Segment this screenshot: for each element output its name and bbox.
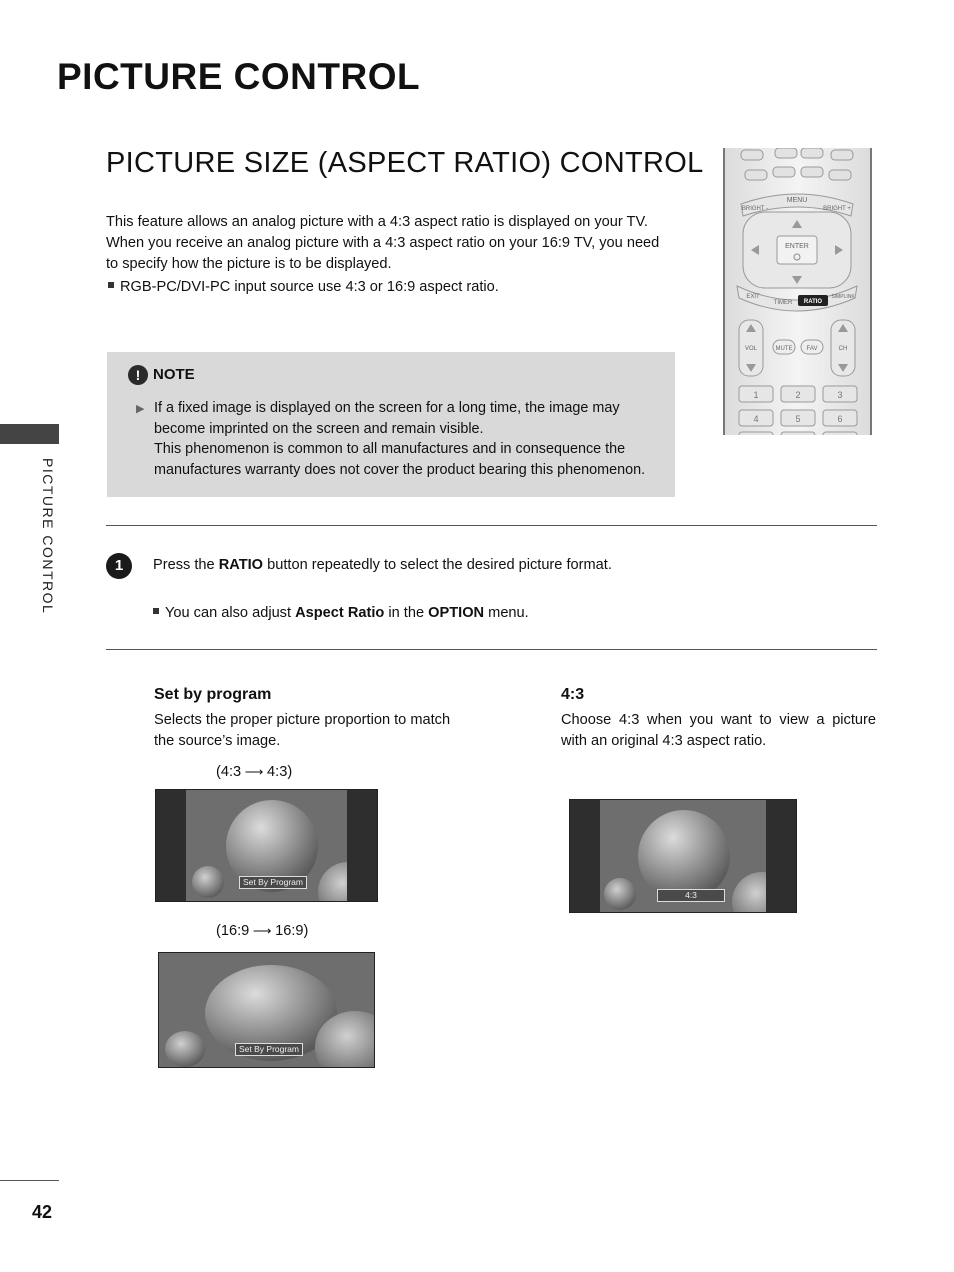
four-three-desc: Choose 4:3 when you want to view a picture with an original 4:3 aspect ratio.: [561, 712, 876, 749]
arrow-right-icon: ⟶: [241, 764, 268, 779]
remote-key-6: 6: [837, 414, 843, 424]
remote-enter-label: ENTER: [785, 243, 809, 250]
sub-pre-text: You can also adjust: [165, 605, 292, 621]
note-line-1: If a fixed image is displayed on the screen for a long time, the image may become imprinted on the screen and remain visible.: [154, 400, 620, 437]
aspect-ratio-keyword: Aspect Ratio: [295, 605, 385, 621]
page-number-rule: [0, 1180, 59, 1181]
osd-label: Set By Program: [235, 1043, 303, 1056]
osd-label: 4:3: [657, 889, 725, 902]
remote-ratio-label: RATIO: [803, 299, 823, 305]
exclamation-icon: !: [128, 365, 148, 385]
note-line-2: This phenomenon is common to all manufactures and in consequence the manufactures warranty does not cover the product bearing this phenomenon.: [154, 441, 646, 478]
note-text: [154, 398, 666, 480]
step-instruction: [153, 557, 612, 573]
caption-16-9: (16:9 ⟶ 16:9): [216, 923, 309, 939]
set-by-program-heading: Set by program: [154, 686, 272, 703]
remote-key-1: 1: [753, 390, 759, 400]
remote-key-5: 5: [795, 414, 801, 424]
page-title: PICTURE CONTROL: [57, 56, 421, 97]
sub-mid-text: in the: [388, 605, 425, 621]
step-sub-instruction: [153, 605, 529, 621]
side-tab-marker: [0, 424, 59, 444]
remote-timer-label: TIMER: [773, 300, 793, 306]
bullet-square-icon: [108, 282, 114, 288]
remote-menu-label: MENU: [786, 197, 808, 204]
triangle-bullet-icon: ▶: [136, 403, 145, 415]
option-keyword: OPTION: [428, 605, 485, 621]
side-section-label: PICTURE CONTROL: [40, 458, 56, 615]
remote-mute-label: MUTE: [775, 346, 793, 352]
caption-4-3: (4:3 ⟶ 4:3): [216, 764, 293, 780]
intro-paragraph: This feature allows an analog picture with a 4:3 aspect ratio is displayed on your TV. When you receive an analog picture with a 4:3 aspect ratio on your 16:9 TV, you need to specify how the picture is to be displayed.: [106, 214, 660, 272]
screen-four-three: [569, 799, 797, 913]
screen-set-by-program-16-9: [158, 952, 375, 1068]
screen-set-by-program-4-3: [155, 789, 378, 902]
section-title: PICTURE SIZE (ASPECT RATIO) CONTROL: [106, 147, 704, 179]
osd-label: Set By Program: [239, 876, 307, 889]
step-number-badge: 1: [106, 553, 132, 579]
remote-key-3: 3: [837, 390, 843, 400]
divider-top: [106, 525, 877, 526]
remote-exit-label: EXIT: [746, 294, 760, 300]
arrow-right-icon: ⟶: [249, 923, 276, 938]
step-press-text: Press the: [153, 557, 215, 573]
intro-bullet-text: RGB-PC/DVI-PC input source use 4:3 or 16:9 aspect ratio.: [120, 279, 499, 295]
remote-fav-label: FAV: [806, 346, 818, 352]
note-label: NOTE: [153, 366, 195, 383]
remote-control-svg: [725, 148, 870, 435]
remote-control-illustration: [723, 148, 872, 435]
remote-bright-minus-label: BRIGHT -: [741, 206, 769, 212]
divider-bottom: [106, 649, 877, 650]
bullet-square-icon: [153, 608, 159, 614]
remote-ch-label: CH: [838, 346, 848, 352]
remote-vol-label: VOL: [744, 346, 758, 352]
note-box: [107, 352, 675, 497]
page-number: 42: [32, 1202, 53, 1222]
remote-key-2: 2: [795, 390, 801, 400]
remote-bright-plus-label: BRIGHT +: [823, 206, 851, 212]
sub-post-text: menu.: [488, 605, 529, 621]
intro-bullet: [108, 279, 499, 295]
remote-simplink-label: SIMPLINK: [831, 294, 855, 300]
four-three-heading: 4:3: [561, 686, 585, 703]
remote-key-4: 4: [753, 414, 759, 424]
set-by-program-desc: Selects the proper picture proportion to match the source’s image.: [154, 712, 451, 749]
ratio-keyword: RATIO: [218, 557, 264, 573]
step-press-rest: button repeatedly to select the desired picture format.: [267, 557, 612, 573]
